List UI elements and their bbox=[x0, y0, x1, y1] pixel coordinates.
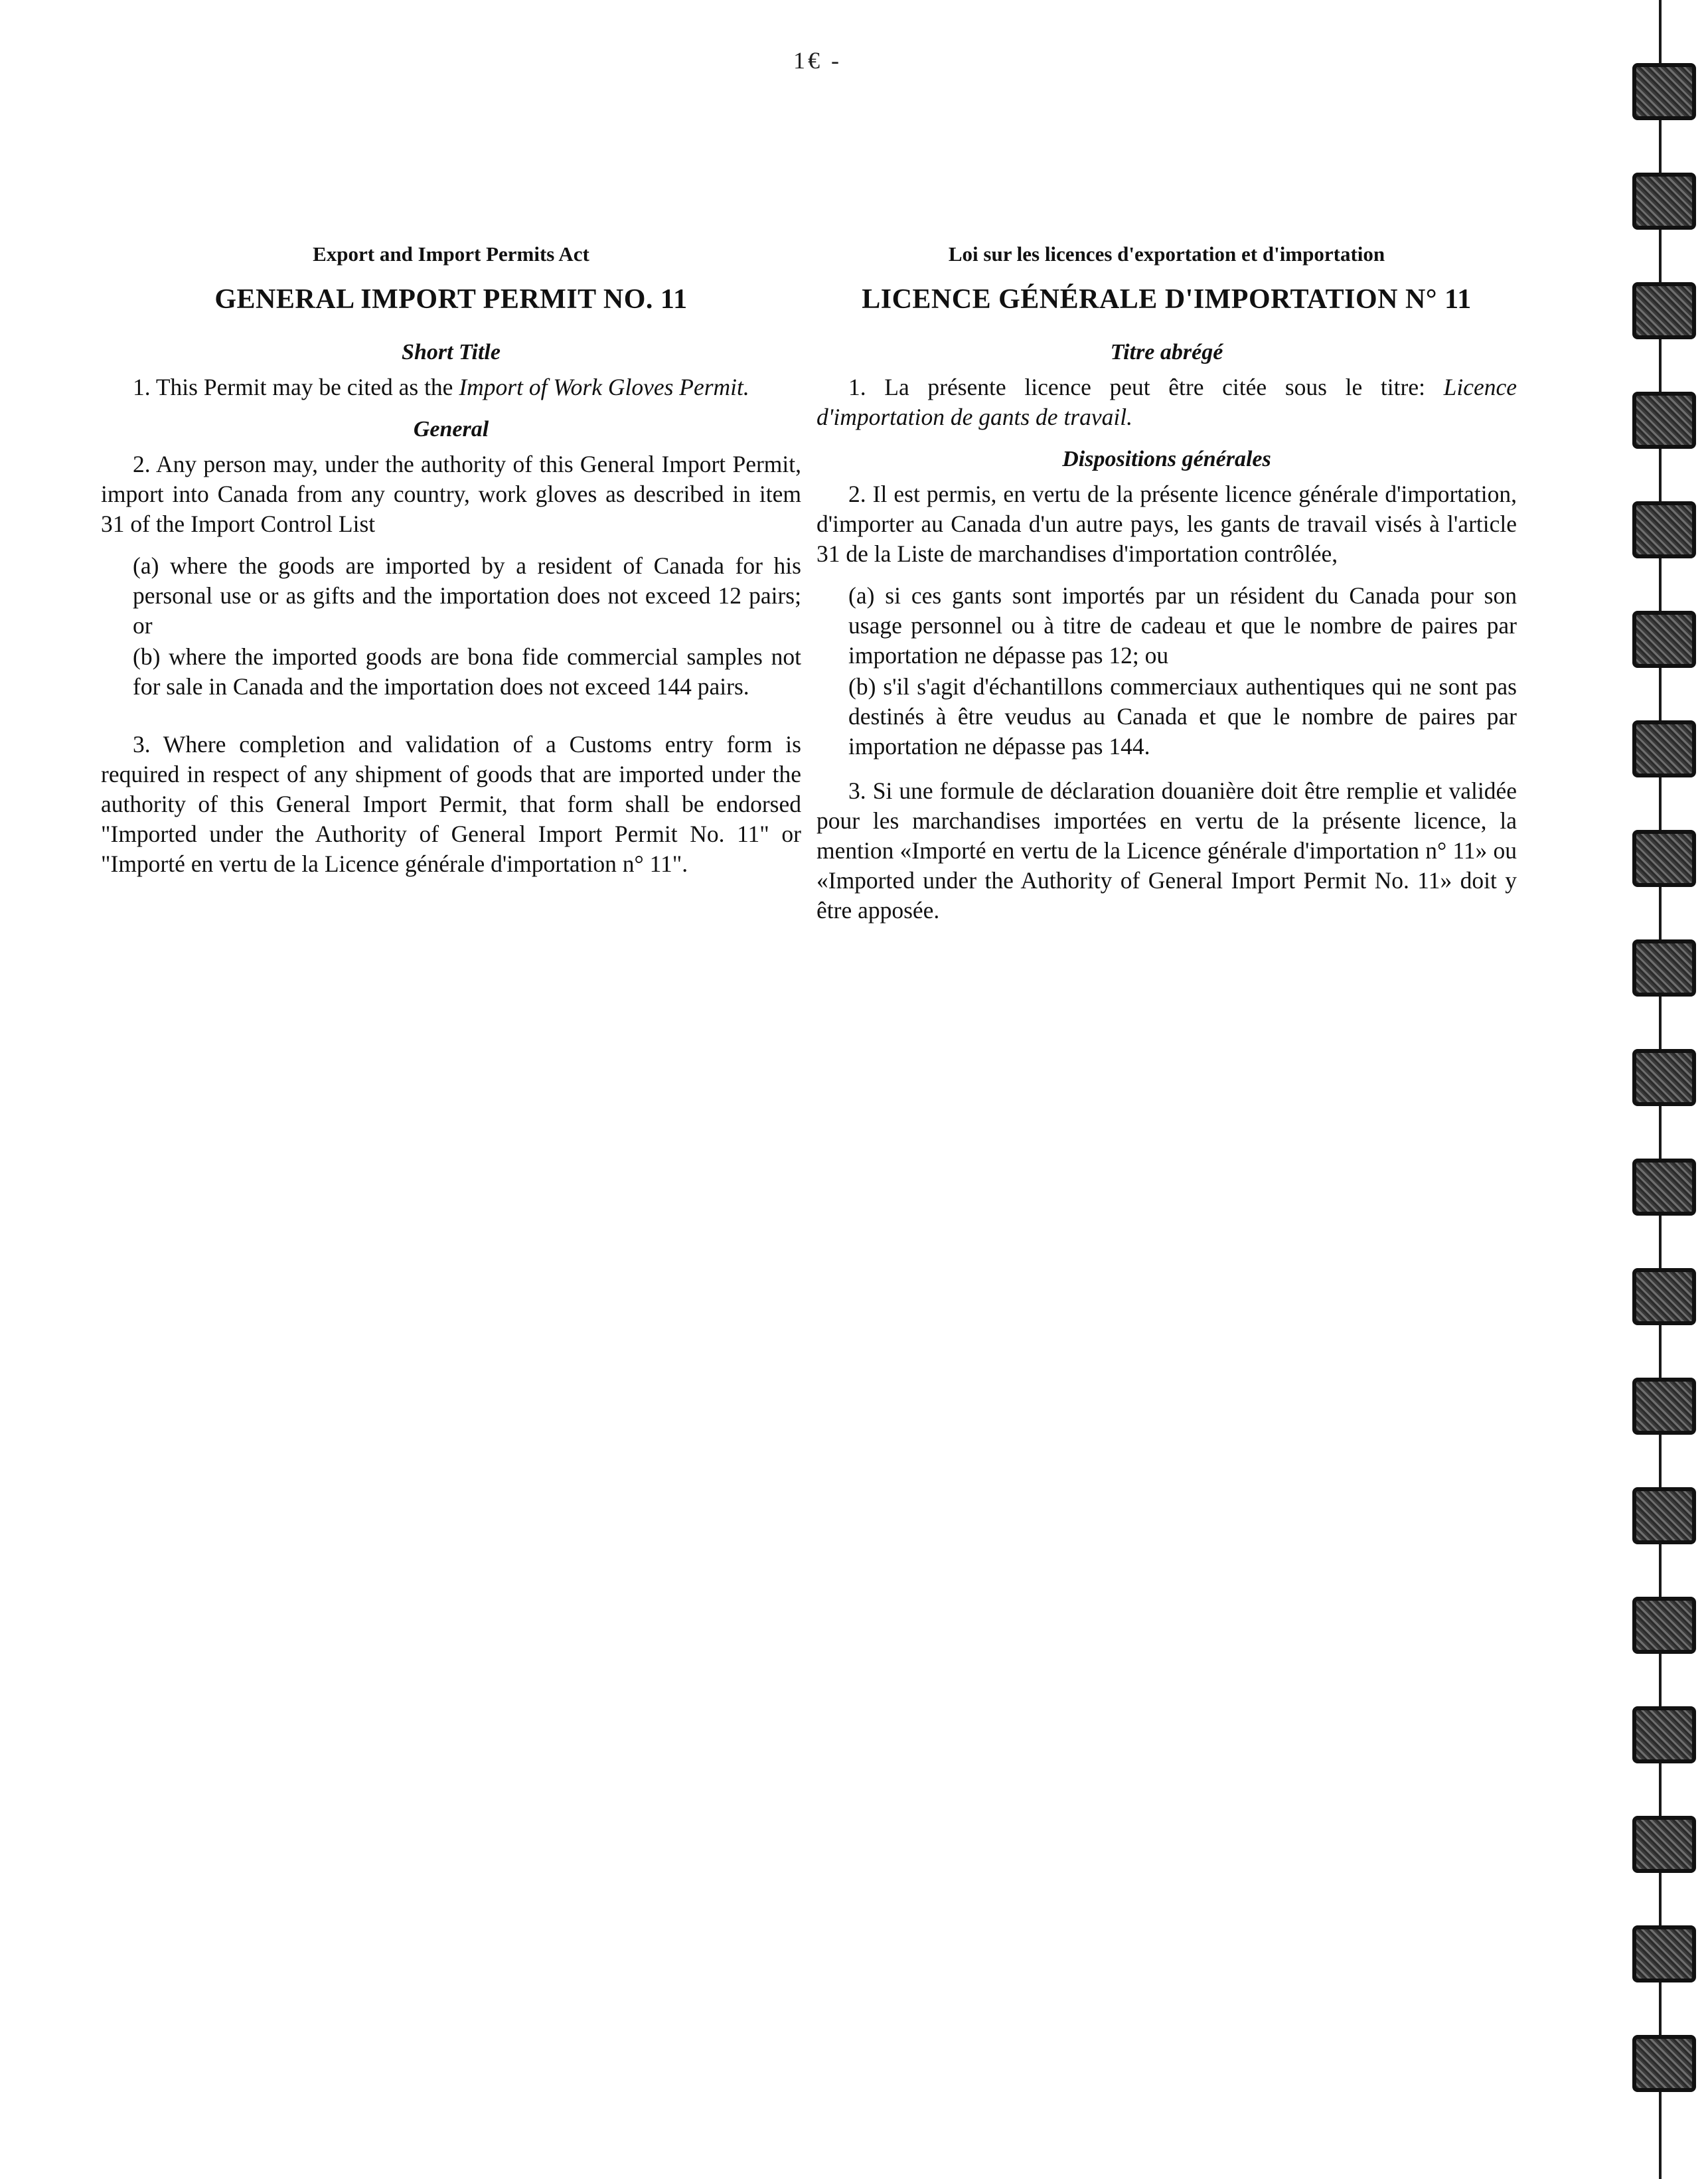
binding-ring-icon bbox=[1632, 1816, 1696, 1873]
spiral-binding-icon bbox=[1628, 0, 1708, 2179]
section-3-fr: 3. Si une formule de déclaration douanière doit être remplie et validée pour les marchandises importées en vertu de la présente licence, la mention «Importé en vertu de la Licence générale d'importation n° 11» ou «Imported under the Authority of General Import Permit No. 11» doit y être apposée. bbox=[816, 777, 1517, 924]
act-title-fr: Loi sur les licences d'exportation et d'importation bbox=[948, 242, 1385, 266]
binding-ring-icon bbox=[1632, 1487, 1696, 1544]
binding-ring-icon bbox=[1632, 1925, 1696, 1982]
general-heading-fr: Dispositions générales bbox=[1062, 447, 1271, 471]
binding-ring-icon bbox=[1632, 830, 1696, 887]
short-title-heading-fr: Titre abrégé bbox=[1110, 340, 1223, 364]
section-1-citation-en: Import of Work Gloves Permit. bbox=[459, 374, 749, 400]
section-2-en: 2. Any person may, under the authority of this General Import Permit, import into Canada from any country, work gloves as described in item 31 of the Import Control List bbox=[101, 451, 801, 537]
section-2b-fr: (b) s'il s'agit d'échantillons commerciaux authentiques qui ne sont pas destinés à être veudus au Canada et que le nombre de paires par importation ne dépasse pas 144. bbox=[848, 673, 1517, 760]
section-2a-en: (a) where the goods are imported by a resident of Canada for his personal use or as gifts and the importation does not exceed 12 pairs; or bbox=[133, 552, 801, 639]
binding-ring-icon bbox=[1632, 392, 1696, 449]
section-1-text-fr: 1. La présente licence peut être citée sous le titre: bbox=[848, 374, 1444, 400]
section-1-fr bbox=[816, 372, 1517, 432]
binding-ring-icon bbox=[1632, 501, 1696, 558]
section-2-fr: 2. Il est permis, en vertu de la présente licence générale d'importation, d'importer au Canada d'un autre pays, les gants de travail visés à l'article 31 de la Liste de marchandises d'importation contrôlée, bbox=[816, 481, 1517, 567]
section-1-en bbox=[101, 372, 801, 402]
english-column bbox=[101, 232, 801, 891]
binding-ring-icon bbox=[1632, 1706, 1696, 1763]
short-title-heading-en: Short Title bbox=[402, 340, 501, 364]
section-3-en: 3. Where completion and validation of a Customs entry form is required in respect of any shipment of goods that are imported under the authority of this General Import Permit, that form shall be endorsed "Imported under the Authority of General Import Permit No. 11" or "Importé en vertu de la Licence générale d'importation n° 11". bbox=[101, 731, 801, 877]
binding-ring-icon bbox=[1632, 1378, 1696, 1435]
binding-ring-icon bbox=[1632, 63, 1696, 120]
binding-ring-icon bbox=[1632, 1597, 1696, 1654]
binding-ring-icon bbox=[1632, 611, 1696, 668]
binding-ring-icon bbox=[1632, 1159, 1696, 1216]
section-2a-fr: (a) si ces gants sont importés par un résident du Canada pour son usage personnel ou à titre de cadeau et que le nombre de paires par importation ne dépasse pas 12; ou bbox=[848, 582, 1517, 669]
general-heading-en: General bbox=[413, 417, 489, 442]
section-1-citation-fr: Licence d'importation de gants de travail. bbox=[816, 374, 1517, 430]
binding-ring-icon bbox=[1632, 1268, 1696, 1325]
binding-ring-icon bbox=[1632, 1049, 1696, 1106]
section-2b-en: (b) where the imported goods are bona fide commercial samples not for sale in Canada and the importation does not exceed 144 pairs. bbox=[133, 643, 801, 700]
binding-ring-icon bbox=[1632, 939, 1696, 997]
binding-ring-icon bbox=[1632, 720, 1696, 777]
permit-title-en: GENERAL IMPORT PERMIT NO. 11 bbox=[214, 284, 688, 315]
binding-ring-icon bbox=[1632, 282, 1696, 339]
permit-title-fr: LICENCE GÉNÉRALE D'IMPORTATION N° 11 bbox=[862, 284, 1472, 315]
section-1-text-en: 1. This Permit may be cited as the bbox=[133, 374, 459, 400]
binding-ring-icon bbox=[1632, 173, 1696, 230]
page-number: 1€ - bbox=[793, 47, 842, 74]
binding-ring-icon bbox=[1632, 2035, 1696, 2092]
act-title-en: Export and Import Permits Act bbox=[313, 242, 589, 266]
french-column bbox=[816, 232, 1517, 937]
